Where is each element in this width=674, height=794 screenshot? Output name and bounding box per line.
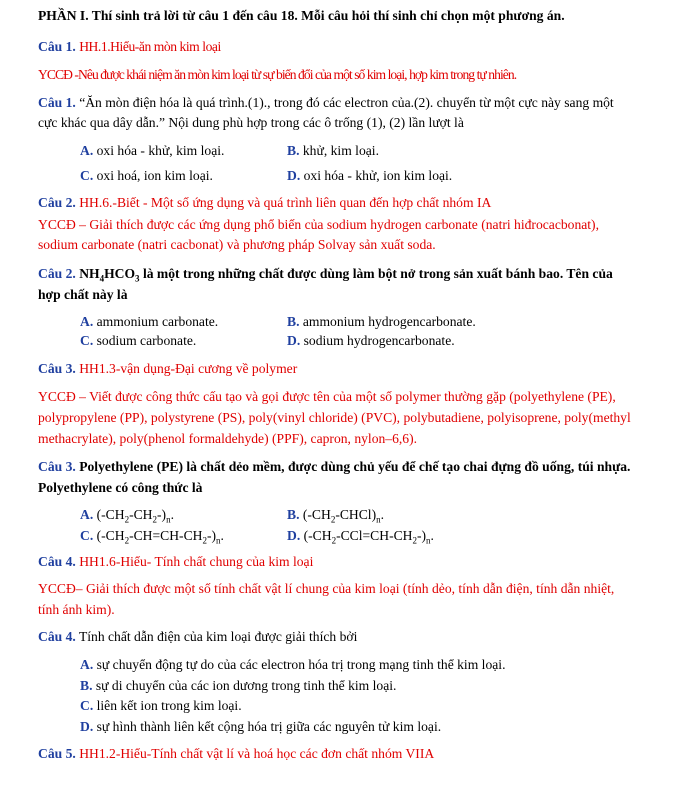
question-3-label: Câu 3.	[38, 459, 76, 474]
question-2-text-1: $NH_4HCO_3$ là một trong những chất được dùng làm bột nở trong sản xuất bánh bao. Tên của	[79, 266, 613, 284]
question-4-label: Câu 4.	[38, 629, 76, 644]
question-4-text-1: Tính chất dẫn điện của kim loại được giải thích bởi	[78, 629, 358, 644]
topic-5	[38, 745, 434, 763]
topic-4-text: HH1.6-Hiểu- Tính chất chung của kim loại	[79, 554, 314, 569]
option-4d[interactable]: D. sự hình thành liên kết cộng hóa trị giữa các nguyên tử kim loại.	[80, 719, 442, 734]
option-2b[interactable]: B. ammonium hydrogencarbonate.	[287, 314, 476, 329]
yccd-2-line-1: YCCĐ – Giải thích được các ứng dụng phổ biến của sodium hydrogen carbonate (natri hiđrocacbonat),	[38, 217, 599, 232]
question-3-line-2: Polyethylene có công thức là	[38, 480, 203, 495]
topic-3-text: HH1.3-vận dụng-Đại cương về polymer	[79, 361, 298, 376]
topic-5-label: Câu 5.	[38, 746, 76, 761]
question-2-label: Câu 2.	[38, 266, 76, 281]
question-2-line-2: hợp chất này là	[38, 287, 128, 302]
topic-2	[38, 194, 491, 212]
question-1-text-1: “Ăn mòn điện hóa là quá trình.(1)., trong đó các electron của.(2). chuyển từ một cực này sang một	[79, 95, 614, 110]
question-1-line-2: cực khác qua dây dẫn.” Nội dung phù hợp trong các ô trống (1), (2) lần lượt là	[38, 115, 464, 130]
yccd-3-line-2: polypropylene (PP), polystyrene (PS), poly(vinyl chloride) (PVC), polybutadiene, polyisoprene, poly(methyl	[38, 410, 631, 425]
question-4-line-1	[38, 628, 357, 646]
question-3-line-1	[38, 458, 630, 476]
yccd-2-line-2: sodium carbonate (natri cacbonat) và phương pháp Solvay sản xuất soda.	[38, 237, 436, 252]
topic-2-label: Câu 2.	[38, 195, 76, 210]
topic-1	[38, 38, 221, 56]
option-3a[interactable]: A. $(-CH_2-CH_2-)_n$.	[80, 507, 174, 525]
option-2d[interactable]: D. sodium hydrogencarbonate.	[287, 333, 455, 348]
option-3c[interactable]: C. $(-CH_2-CH=CH-CH_2-)_n$.	[80, 528, 224, 546]
option-3d[interactable]: D. $(-CH_2-CCl=CH-CH_2-)_n$.	[287, 528, 434, 546]
topic-5-text: HH1.2-Hiểu-Tính chất vật lí và hoá học các đơn chất nhóm VIIA	[79, 746, 435, 761]
topic-2-text: HH.6.-Biết - Một số ứng dụng và quá trình liên quan đến hợp chất nhóm IA	[79, 195, 492, 210]
topic-1-label: Câu 1.	[38, 39, 76, 54]
option-2c[interactable]: C. sodium carbonate.	[80, 333, 197, 348]
yccd-3-line-3: methacrylate), poly(phenol formaldehyde) (PPF), capron, nylon–6,6).	[38, 431, 418, 446]
option-4b[interactable]: B. sự di chuyển của các ion dương trong tinh thể kim loại.	[80, 678, 397, 693]
section-header	[38, 7, 565, 25]
option-1a[interactable]: A. oxi hóa - khử, kim loại.	[80, 143, 225, 158]
yccd-1: YCCĐ -Nêu được khái niệm ăn mòn kim loại từ sự biến đổi của một số kim loại, hợp kim trong tự nhiên.	[38, 67, 517, 82]
topic-4	[38, 553, 313, 571]
option-1c[interactable]: C. oxi hoá, ion kim loại.	[80, 168, 213, 183]
question-3-text-1: Polyethylene (PE) là chất dẻo mềm, được dùng chủ yếu để chế tạo chai đựng đồ uống, túi nhựa.	[79, 459, 631, 474]
topic-3-label: Câu 3.	[38, 361, 76, 376]
option-1b[interactable]: B. khử, kim loại.	[287, 143, 379, 158]
topic-1-text: HH.1.Hiểu-ăn mòn kim loại	[79, 39, 221, 54]
option-1d[interactable]: D. oxi hóa - khử, ion kim loại.	[287, 168, 453, 183]
option-2a[interactable]: A. ammonium carbonate.	[80, 314, 219, 329]
option-4c[interactable]: C. liên kết ion trong kim loại.	[80, 698, 242, 713]
yccd-4-line-1: YCCĐ– Giải thích được một số tính chất vật lí chung của kim loại (tính dẻo, tính dẫn điện, tính dẫn nhiệt,	[38, 581, 615, 596]
topic-3	[38, 360, 297, 378]
yccd-3-line-1: YCCĐ – Viết được công thức cấu tạo và gọi được tên của một số polymer thường gặp (polyethylene (PE),	[38, 389, 616, 404]
header-text: PHẦN I. Thí sinh trả lời từ câu 1 đến câu 18. Mỗi câu hỏi thí sinh chỉ chọn một phương án.	[38, 8, 565, 23]
option-4a[interactable]: A. sự chuyển động tự do của các electron hóa trị trong mạng tinh thể kim loại.	[80, 657, 506, 672]
question-1-label: Câu 1.	[38, 95, 76, 110]
topic-4-label: Câu 4.	[38, 554, 76, 569]
option-3b[interactable]: B. $(-CH_2-CHCl)_n$.	[287, 507, 385, 525]
question-2-line-1	[38, 265, 613, 288]
question-1-line-1	[38, 94, 614, 112]
yccd-4-line-2: tính ánh kim).	[38, 602, 115, 617]
